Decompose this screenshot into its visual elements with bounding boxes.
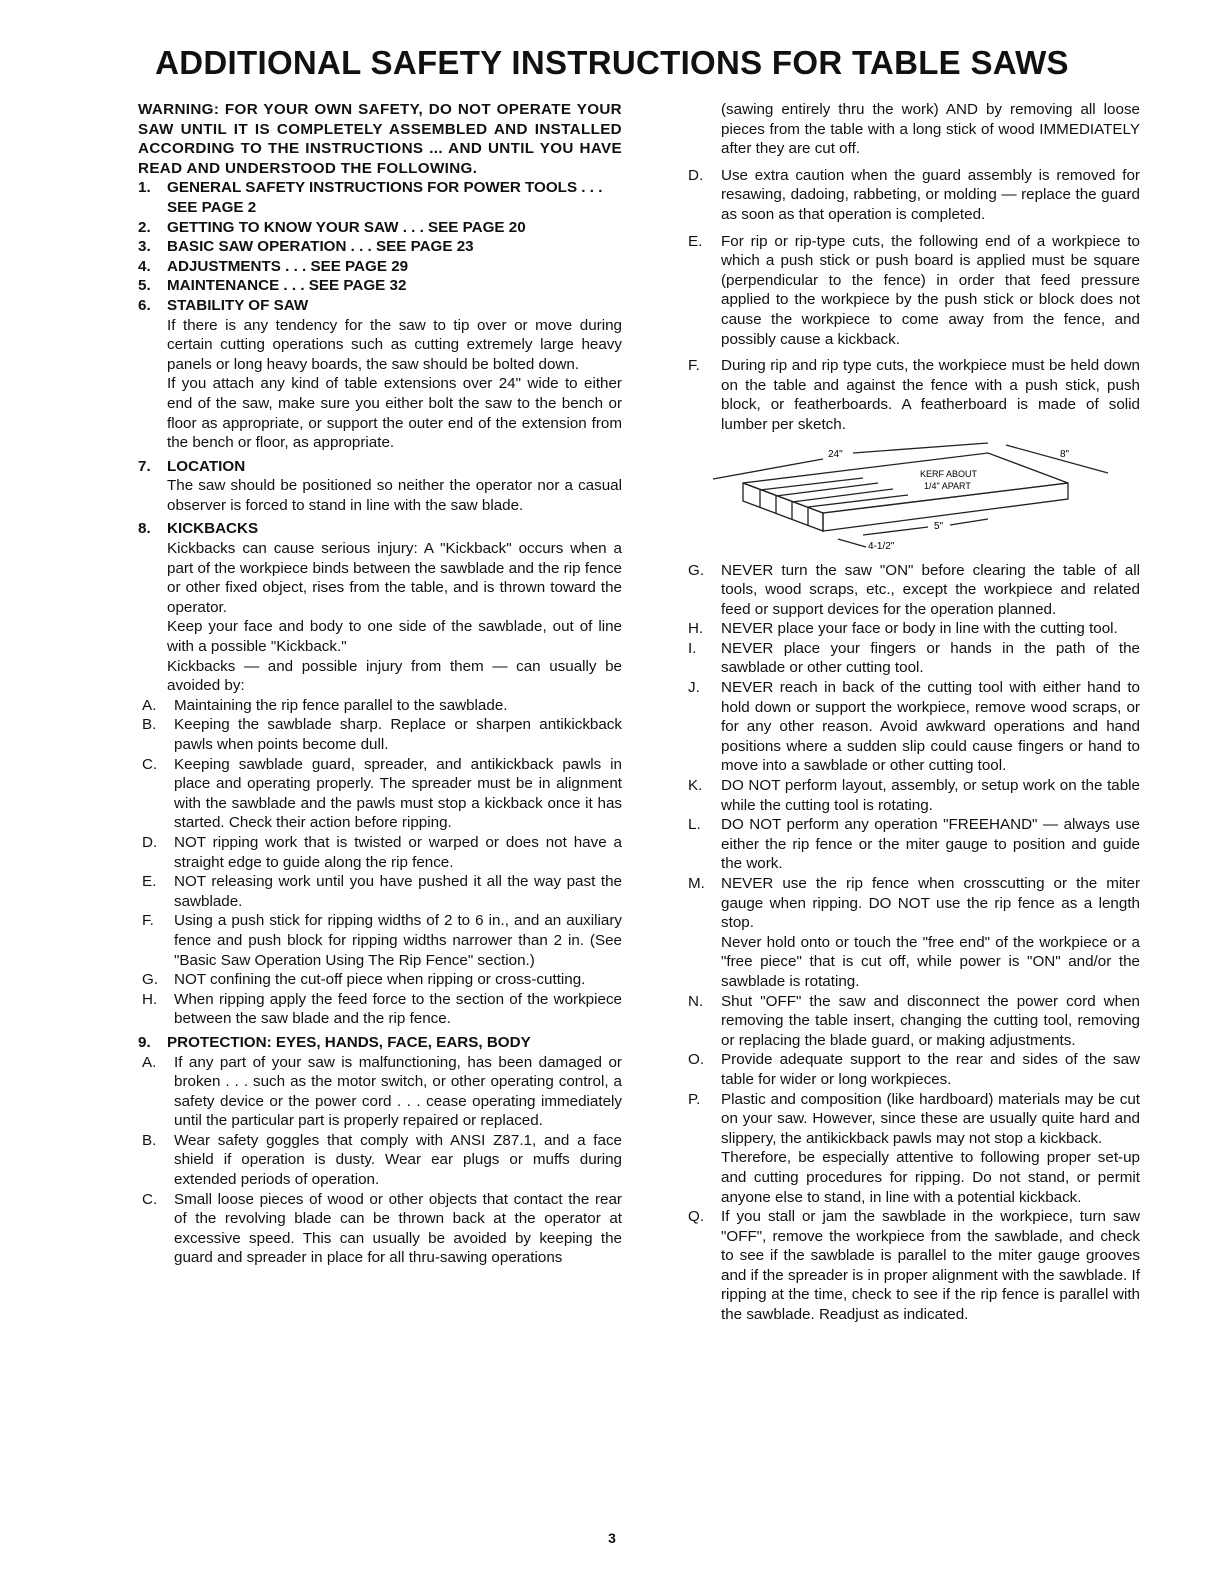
- kerf-line: [792, 489, 893, 502]
- dimension-line-5: [950, 519, 988, 525]
- toc-text: GETTING TO KNOW YOUR SAW . . . SEE PAGE 20: [167, 218, 526, 236]
- list-text: DO NOT perform any operation "FREEHAND" — always use either the rip fence or the miter gauge to position and guide the work.: [721, 816, 1140, 873]
- toc-text: ADJUSTMENTS . . . SEE PAGE 29: [167, 257, 409, 275]
- dimension-line-4half: [838, 539, 866, 547]
- list-text: If you stall or jam the sawblade in the workpiece, turn saw "OFF", remove the workpiece from the sawblade, and check to see if the sawblade is parallel to the miter gauge grooves and if the spreader is in proper alignment with the sawblade. If ripping at the time, check to see if the rip fence is parallel with the sawblade. Readjust as indicated.: [721, 1208, 1140, 1324]
- list-text: Maintaining the rip fence parallel to the sawblade.: [174, 696, 508, 714]
- toc-num: 2.: [138, 218, 151, 236]
- list-item: [688, 874, 1140, 992]
- list-text: Keeping sawblade guard, spreader, and antikickback pawls in place and operating properly. The spreader must be in alignment with the sawblade and the pawls must stop a kickback once it has started. Check their action before ripping.: [174, 755, 622, 832]
- right-column: [688, 100, 1140, 1325]
- list-item: [688, 678, 1140, 776]
- toc-text: MAINTENANCE . . . SEE PAGE 32: [167, 277, 407, 295]
- dim-label-24: 24": [828, 448, 843, 460]
- list-item: [688, 639, 1140, 678]
- list-text: Keeping the sawblade sharp. Replace or sharpen antikickback pawls when points become dull.: [174, 716, 622, 753]
- continuation-text: [688, 100, 1140, 159]
- toc-item: [138, 257, 622, 277]
- section-num: 7.: [138, 457, 151, 475]
- toc-text: GENERAL SAFETY INSTRUCTIONS FOR POWER TOOLS . . . SEE PAGE 2: [167, 179, 603, 216]
- list-letter: L.: [688, 816, 701, 834]
- list-item: [138, 872, 622, 911]
- toc-num: 1.: [138, 179, 151, 197]
- list-letter: E.: [688, 232, 703, 250]
- list-text: NEVER use the rip fence when crosscutting or the miter gauge when ripping. DO NOT use the rip fence as a length stop.: [721, 875, 1140, 932]
- list-text: NEVER turn the saw "ON" before clearing the table of all tools, wood scraps, etc., except the workpiece and related feed or support devices for the operation planned.: [721, 561, 1140, 618]
- list-item: [688, 1207, 1140, 1325]
- list-item: [688, 356, 1140, 434]
- list-letter: A.: [142, 696, 157, 714]
- list-letter: O.: [688, 1051, 705, 1069]
- list-text: NEVER place your face or body in line with the cutting tool.: [721, 620, 1118, 638]
- list-text: Shut "OFF" the saw and disconnect the power cord when removing the table insert, changing the cutting tool, removing or replacing the blade guard, or making adjustments.: [721, 992, 1140, 1049]
- list-letter: E.: [142, 873, 157, 891]
- paragraph: Keep your face and body to one side of the sawblade, out of line with a possible "Kickback.": [167, 618, 622, 656]
- list-item: [138, 1190, 622, 1268]
- list-item: [138, 715, 622, 754]
- toc-item: [138, 178, 622, 217]
- section-location: [138, 457, 622, 516]
- section-num: 9.: [138, 1033, 151, 1051]
- list-text: NOT releasing work until you have pushed it all the way past the sawblade.: [174, 873, 622, 910]
- list-text: Using a push stick for ripping widths of 2 to 6 in., and an auxiliary fence and push block for ripping widths narrower than 2 in. (See "Basic Saw Operation Using The Rip Fence" section.): [174, 912, 622, 969]
- list-item: [688, 561, 1140, 620]
- paragraph: The saw should be positioned so neither the operator nor a casual observer is forced to stand in line with the saw blade.: [167, 477, 622, 514]
- page-title: ADDITIONAL SAFETY INSTRUCTIONS FOR TABLE SAWS: [155, 44, 1069, 81]
- dimension-line-5: [863, 527, 928, 535]
- kerf-label: 1/4" APART: [924, 480, 971, 491]
- list-letter: M.: [688, 875, 705, 892]
- toc-item: [138, 237, 622, 257]
- paragraph: If there is any tendency for the saw to tip over or move during certain cutting operations such as cutting extremely large heavy panels or long heavy boards, the saw should be bolted down.: [167, 316, 622, 373]
- toc-num: 4.: [138, 257, 151, 275]
- list-letter: D.: [142, 833, 158, 851]
- kerf-line: [760, 478, 863, 490]
- paragraph: Kickbacks — and possible injury from them — can usually be avoided by:: [167, 657, 622, 695]
- toc-num: 3.: [138, 238, 151, 256]
- list-item: [688, 1090, 1140, 1208]
- list-item: [138, 990, 622, 1029]
- section-stability: [138, 296, 622, 453]
- section-kickbacks: [138, 519, 622, 695]
- featherboard-diagram: [688, 441, 1140, 551]
- section-protection: [138, 1033, 622, 1053]
- dimension-line-24: [713, 459, 823, 479]
- dim-label-8: 8": [1060, 448, 1070, 460]
- section-num: 8.: [138, 520, 151, 538]
- dim-label-5: 5": [934, 520, 944, 532]
- toc-item: [138, 218, 622, 238]
- list-text: Wear safety goggles that comply with ANSI Z87.1, and a face shield if operation is dusty. Wear ear plugs or muffs during extended periods of operation.: [174, 1131, 622, 1189]
- list-letter: A.: [142, 1053, 157, 1071]
- list-item: [138, 755, 622, 833]
- list-text: NOT ripping work that is twisted or warped or does not have a straight edge to guide along the rip fence.: [174, 833, 622, 871]
- featherboard-sketch: [688, 441, 1140, 551]
- list-letter: N.: [688, 992, 704, 1010]
- list-letter: D.: [688, 166, 704, 184]
- kerf-line: [776, 483, 878, 496]
- list-letter: K.: [688, 777, 703, 795]
- kerf-label: KERF ABOUT: [920, 468, 978, 479]
- left-column: [138, 100, 622, 1268]
- list-item: [138, 833, 622, 872]
- list-item: [138, 911, 622, 970]
- dim-label-4half: 4-1/2": [868, 540, 895, 551]
- paragraph: Kickbacks can cause serious injury: A "Kickback" occurs when a part of the workpiece binds between the sawblade and the rip fence or other fixed object, rises from the table, and is thrown toward the operator.: [167, 540, 622, 616]
- list-text: Use extra caution when the guard assembly is removed for resawing, dadoing, rabbeting, or molding — replace the guard as soon as that operation is completed.: [721, 166, 1140, 223]
- list-letter: H.: [688, 620, 704, 638]
- section-title: STABILITY OF SAW: [167, 296, 309, 314]
- page-number: 3: [608, 1530, 616, 1546]
- list-letter: F.: [142, 912, 154, 930]
- paragraph: (sawing entirely thru the work) AND by removing all loose pieces from the table with a long stick of wood IMMEDIATELY after they are cut off.: [721, 101, 1140, 158]
- list-text: When ripping apply the feed force to the section of the workpiece between the saw blade and the rip fence.: [174, 990, 622, 1028]
- section-title: KICKBACKS: [167, 520, 259, 538]
- list-item: [688, 166, 1140, 225]
- list-item: [688, 815, 1140, 874]
- list-letter: J.: [688, 679, 700, 697]
- list-text: Plastic and composition (like hardboard) materials may be cut on your saw. However, since these are usually quite hard and slippery, the antikickback pawls may not stop a kickback.: [721, 1090, 1140, 1147]
- list-item: [688, 776, 1140, 815]
- section-num: 6.: [138, 296, 151, 314]
- toc-item: [138, 276, 622, 296]
- list-text: For rip or rip-type cuts, the following end of a workpiece to which a push stick or push board is applied must be square (perpendicular to the fence) in order that feed pressure applied to the workpiece by the push stick or block does not cause the workpiece to come away from the fence, and possibly cause a kickback.: [721, 232, 1140, 348]
- list-letter: B.: [142, 1131, 157, 1149]
- list-text: Small loose pieces of wood or other objects that contact the rear of the revolving blade can be thrown back at the operator at excessive speed. This can usually be avoided by keeping the guard and spreader in place for all thru-sawing operations: [174, 1190, 622, 1267]
- list-item: [688, 232, 1140, 350]
- list-letter: C.: [142, 755, 158, 773]
- dimension-line-8: [1006, 445, 1108, 473]
- dimension-line-24: [853, 443, 988, 453]
- list-text: If any part of your saw is malfunctioning, has been damaged or broken . . . such as the motor switch, or other operating control, a safety device or the power cord . . . cease operating immediately until the particular part is properly repaired or replaced.: [174, 1053, 622, 1130]
- section-title: PROTECTION: EYES, HANDS, FACE, EARS, BODY: [167, 1033, 531, 1051]
- list-letter: G.: [142, 971, 159, 989]
- warning-text: WARNING: FOR YOUR OWN SAFETY, DO NOT OPERATE YOUR SAW UNTIL IT IS COMPLETELY ASSEMBLED AND INSTALLED ACCORDING TO THE INSTRUCTIONS ... AND UNTIL YOU HAVE READ AND UNDERSTOOD THE FOLLOWING.: [138, 101, 622, 177]
- toc-text: BASIC SAW OPERATION . . . SEE PAGE 23: [167, 238, 474, 256]
- list-letter: F.: [688, 357, 700, 375]
- list-text: Therefore, be especially attentive to following proper set-up and cutting procedures for ripping. Do not stand, or permit anyone else to stand, in line with a potential kickback.: [721, 1149, 1140, 1206]
- list-item: [138, 1053, 622, 1131]
- list-text: NOT confining the cut-off piece when ripping or cross-cutting.: [174, 971, 586, 989]
- list-text: DO NOT perform layout, assembly, or setup work on the table while the cutting tool is rotating.: [721, 777, 1140, 814]
- list-item: [138, 696, 622, 716]
- list-text: NEVER place your fingers or hands in the path of the sawblade or other cutting tool.: [721, 639, 1140, 677]
- section-title: LOCATION: [167, 457, 246, 475]
- list-item: [688, 619, 1140, 639]
- list-letter: I.: [688, 639, 697, 657]
- list-item: [688, 992, 1140, 1051]
- list-letter: H.: [142, 990, 158, 1008]
- list-letter: G.: [688, 561, 705, 579]
- list-text: Provide adequate support to the rear and sides of the saw table for wider or long workpieces.: [721, 1051, 1140, 1088]
- list-text: Never hold onto or touch the "free end" of the workpiece or a "free piece" that is cut off, while power is "ON" and/or the sawblade is rotating.: [721, 933, 1140, 990]
- list-letter: C.: [142, 1190, 158, 1208]
- kerf-line: [808, 495, 908, 507]
- list-text: NEVER reach in back of the cutting tool with either hand to hold down or support the workpiece, remove wood scraps, or for any other reason. Avoid awkward operations and hand positions where a sudden slip could cause fingers or hand to move into a sawblade or other cutting tool.: [721, 679, 1140, 775]
- list-letter: Q.: [688, 1208, 705, 1226]
- list-text: During rip and rip type cuts, the workpiece must be held down on the table and against the fence with a push stick, push block, or featherboards. A featherboard is made of solid lumber per sketch.: [721, 357, 1140, 433]
- list-item: [688, 1050, 1140, 1089]
- paragraph: If you attach any kind of table extensions over 24" wide to either end of the saw, make sure you either bolt the saw to the bench or floor as appropriate, or support the outer end of the extension from the bench or floor, as appropriate.: [167, 375, 622, 452]
- list-letter: B.: [142, 716, 157, 734]
- list-item: [138, 1131, 622, 1190]
- list-letter: P.: [688, 1090, 701, 1108]
- toc-num: 5.: [138, 277, 151, 295]
- list-item: [138, 970, 622, 990]
